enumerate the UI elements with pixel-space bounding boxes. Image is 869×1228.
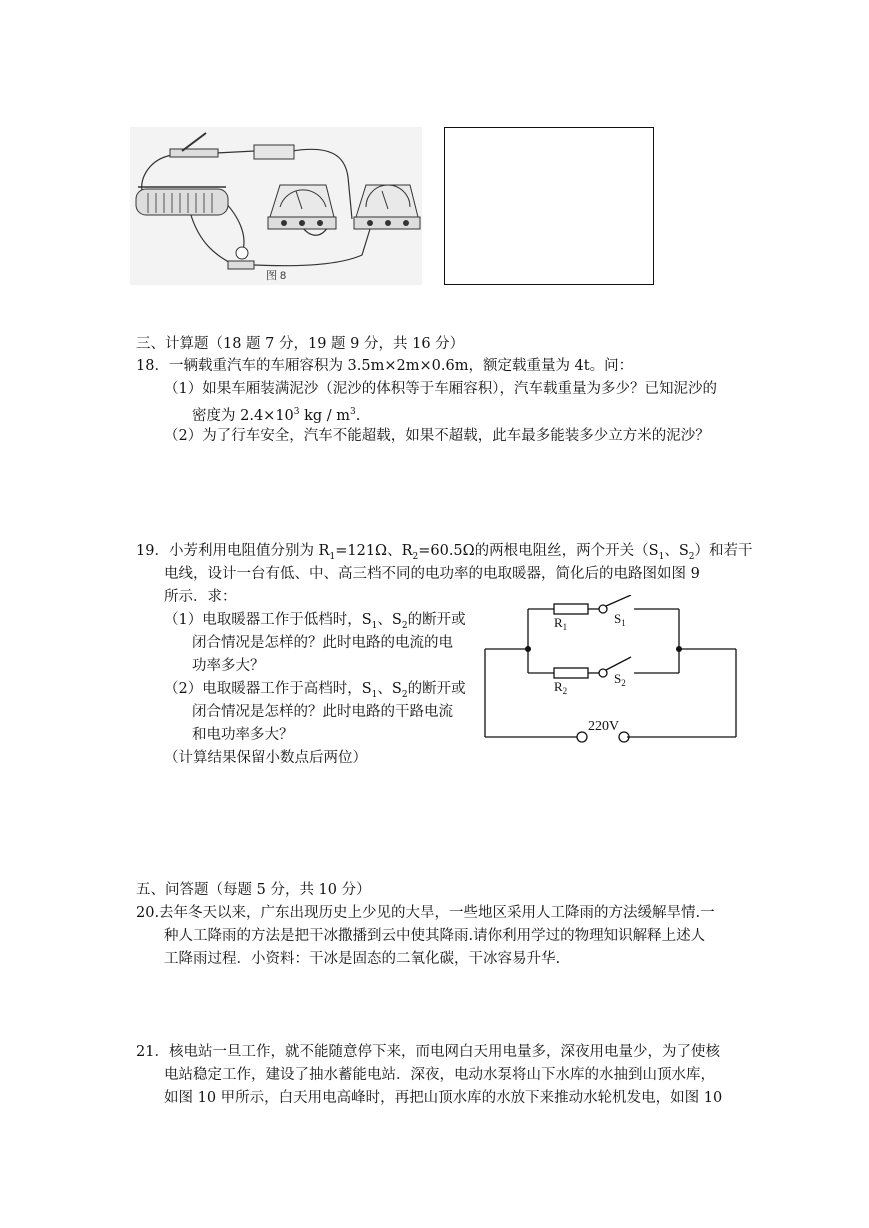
- section-3-heading: 三、计算题（18 题 7 分，19 题 9 分，共 16 分）: [136, 336, 465, 352]
- q19-line2: 电线，设计一台有低、中、高三档不同的电功率的电取暖器，简化后的电路图如图 9: [164, 566, 700, 582]
- q20-line1: 20.去年冬天以来，广东出现历史上少见的大旱，一些地区采用人工降雨的方法缓解旱情.一: [136, 905, 715, 921]
- q19-part2-line1: （2）电取暖器工作于高档时，$S_1$、$S_2$的断开或: [164, 681, 466, 700]
- s1-label: $S_1$: [614, 611, 626, 628]
- q18-part1-line2: 密度为 $2.4\times 10^3$ kg / $m^3$.: [192, 407, 361, 424]
- section-5-heading: 五、问答题（每题 5 分，共 10 分）: [136, 882, 371, 898]
- figure-8-caption: 图 8: [266, 270, 287, 282]
- q19-note: （计算结果保留小数点后两位）: [164, 750, 367, 766]
- figure-9-circuit: [484, 595, 739, 745]
- q18-stem: 18．一辆载重汽车的车厢容积为 3.5m×2m×0.6m，额定载重量为 4t。问：: [136, 358, 634, 374]
- q21-line3: 如图 10 甲所示，白天用电高峰时，再把山顶水库的水放下来推动水轮机发电，如图 10: [164, 1090, 723, 1106]
- answer-box: [444, 127, 654, 285]
- q18-part2: （2）为了行车安全，汽车不能超载，如果不超载，此车最多能装多少立方米的泥沙？: [164, 428, 710, 444]
- r1-label: $R_1$: [554, 615, 568, 632]
- r2-label: $R_2$: [554, 679, 568, 696]
- q20-line2: 种人工降雨的方法是把干冰撒播到云中使其降雨.请你利用学过的物理知识解释上述人: [164, 928, 706, 944]
- source-voltage-label: 220V: [588, 719, 620, 734]
- q18-part1-line1: （1）如果车厢装满泥沙（泥沙的体积等于车厢容积），汽车载重量为多少？已知泥沙的: [164, 381, 717, 397]
- figure-8-apparatus: [130, 127, 422, 285]
- q19-line1: 19．小芳利用电阻值分别为 $R_1=121\Omega$、$R_2=60.5\Omega$的两根电阻丝，两个开关（$S_1$、$S_2$）和若干: [136, 543, 753, 562]
- q21-line2: 电站稳定工作，建设了抽水蓄能电站．深夜，电动水泵将山下水库的水抽到山顶水库，: [164, 1067, 715, 1083]
- s2-label: $S_2$: [614, 671, 626, 688]
- q19-part2-line3: 和电功率多大？: [192, 727, 294, 743]
- q19-part2-line2: 闭合情况是怎样的？此时电路的干路电流: [192, 704, 453, 720]
- q21-line1: 21．核电站一旦工作，就不能随意停下来，而电网白天用电量多，深夜用电量少，为了使核: [136, 1044, 720, 1060]
- circuit-diagram: [484, 595, 739, 745]
- q19-part1-line1: （1）电取暖器工作于低档时，$S_1$、$S_2$的断开或: [164, 612, 466, 631]
- q19-line3: 所示．求：: [164, 589, 237, 605]
- q19-part1-line3: 功率多大？: [192, 658, 265, 674]
- figure-8-drawing: [130, 127, 422, 285]
- q19-part1-line2: 闭合情况是怎样的？此时电路的电流的电: [192, 635, 453, 651]
- q20-line3: 工降雨过程．小资料：干冰是固态的二氧化碳，干冰容易升华.: [164, 951, 561, 967]
